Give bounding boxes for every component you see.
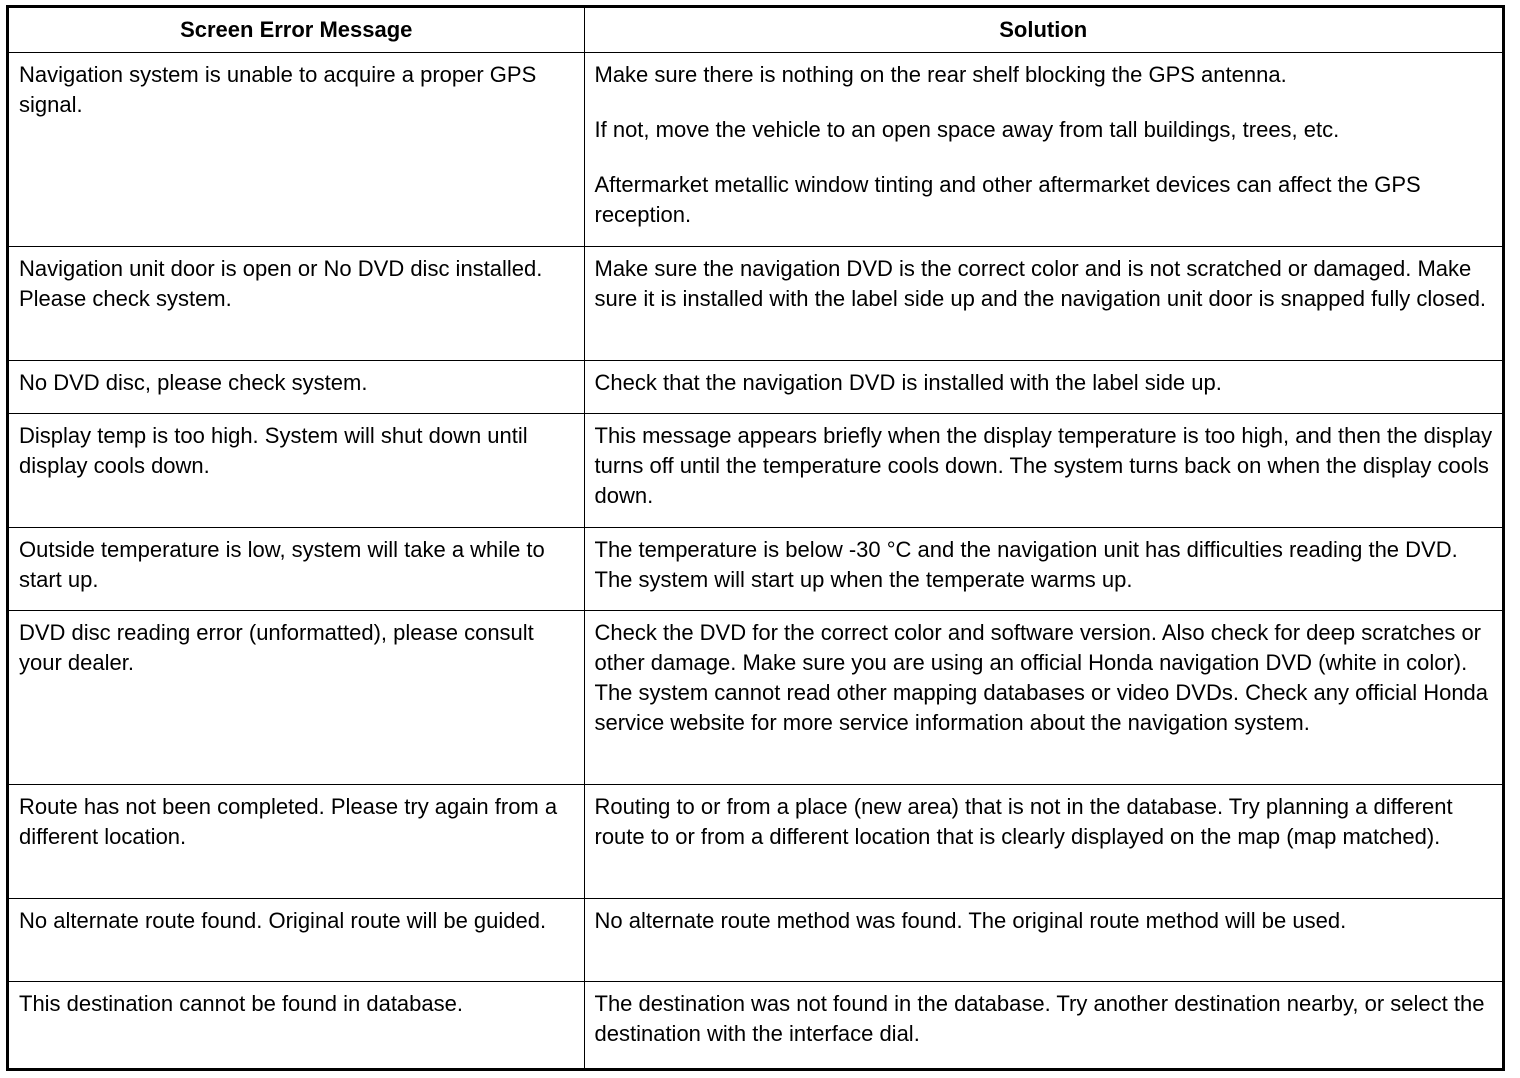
error-message-cell: Navigation unit door is open or No DVD disc installed. Please check system. [9, 247, 584, 361]
solution-paragraph: The temperature is below -30 °C and the navigation unit has difficulties reading the DVD. The system will start up when the temperate warms up. [594, 537, 1458, 592]
error-message-cell: Display temp is too high. System will shut down until display cools down. [9, 414, 584, 528]
table-row [9, 361, 1502, 414]
solution-cell [584, 785, 1502, 899]
table-row [9, 611, 1502, 785]
table-row [9, 785, 1502, 899]
solution-paragraph: This message appears briefly when the display temperature is too high, and then the display turns off until the temperature cools down. The system turns back on when the display cools down. [594, 423, 1493, 508]
solution-paragraph: Make sure the navigation DVD is the correct color and is not scratched or damaged. Make sure it is installed with the label side up and the navigation unit door is snapped fully closed. [594, 256, 1487, 311]
header-solution: Solution [584, 8, 1502, 53]
solution-paragraph: Routing to or from a place (new area) that is not in the database. Try planning a different route to or from a different location that is clearly displayed on the map (map matched). [594, 794, 1453, 849]
table-row [9, 982, 1502, 1069]
solution-paragraph: Make sure there is nothing on the rear shelf blocking the GPS antenna. [594, 62, 1287, 87]
table-row [9, 247, 1502, 361]
error-message-table [9, 8, 1502, 1068]
solution-cell [584, 247, 1502, 361]
error-message-cell: No DVD disc, please check system. [9, 361, 584, 414]
error-message-cell: No alternate route found. Original route will be guided. [9, 899, 584, 982]
error-message-cell: This destination cannot be found in database. [9, 982, 584, 1069]
table-header-row [9, 8, 1502, 53]
error-message-cell: DVD disc reading error (unformatted), please consult your dealer. [9, 611, 584, 785]
table-row [9, 899, 1502, 982]
error-message-table-frame [6, 5, 1505, 1071]
solution-cell [584, 611, 1502, 785]
solution-paragraph: No alternate route method was found. The original route method will be used. [594, 908, 1347, 933]
solution-cell [584, 528, 1502, 611]
table-row [9, 53, 1502, 247]
table-row [9, 528, 1502, 611]
solution-paragraph: Check the DVD for the correct color and software version. Also check for deep scratches or other damage. Make sure you are using an official Honda navigation DVD (white in color). The system cannot read other mapping databases or video DVDs. Check any official Honda service website for more service information about the navigation system. [594, 620, 1489, 735]
error-message-cell: Outside temperature is low, system will take a while to start up. [9, 528, 584, 611]
solution-paragraph: The destination was not found in the database. Try another destination nearby, or select the destination with the interface dial. [594, 991, 1485, 1046]
solution-cell [584, 414, 1502, 528]
solution-paragraph: If not, move the vehicle to an open space away from tall buildings, trees, etc. [594, 117, 1340, 142]
error-message-cell: Navigation system is unable to acquire a proper GPS signal. [9, 53, 584, 247]
solution-cell [584, 982, 1502, 1069]
solution-paragraph: Aftermarket metallic window tinting and other aftermarket devices can affect the GPS reception. [594, 172, 1421, 227]
header-screen-error-message: Screen Error Message [9, 8, 584, 53]
solution-cell [584, 899, 1502, 982]
solution-cell [584, 53, 1502, 247]
solution-cell [584, 361, 1502, 414]
error-message-cell: Route has not been completed. Please try again from a different location. [9, 785, 584, 899]
table-row [9, 414, 1502, 528]
solution-paragraph: Check that the navigation DVD is installed with the label side up. [594, 370, 1222, 395]
